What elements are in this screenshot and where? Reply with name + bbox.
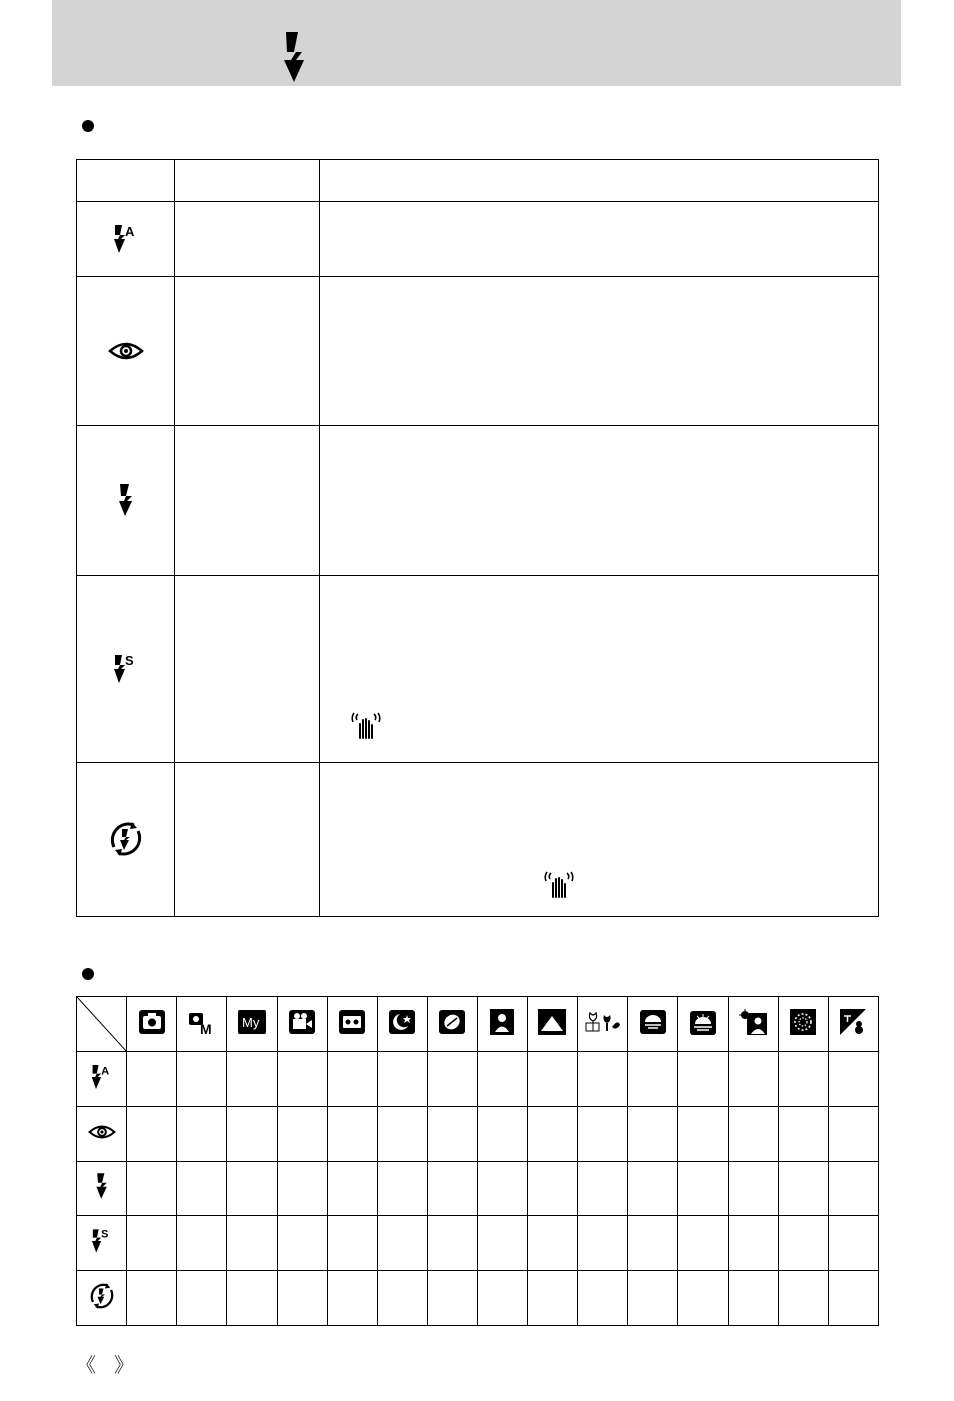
auto-flash-icon <box>90 1062 114 1092</box>
header-bar <box>52 0 901 86</box>
close-up-icon <box>584 1009 622 1035</box>
sports-icon <box>438 1009 466 1035</box>
mode-name <box>175 426 320 575</box>
svg-text:S: S <box>100 1228 108 1241</box>
corner-cell <box>77 997 127 1052</box>
table-row <box>77 1162 879 1216</box>
table-row <box>77 762 879 916</box>
beach-snow-icon <box>839 1008 867 1036</box>
table-row <box>77 1271 879 1326</box>
table-row <box>77 1107 879 1162</box>
camera-shake-icon <box>350 710 382 740</box>
table-header-row <box>77 160 879 202</box>
svg-text:A: A <box>100 1064 109 1077</box>
auto-mode-icon <box>138 1009 166 1035</box>
flash-off-icon <box>106 819 146 859</box>
movie-clip-icon <box>288 1009 316 1035</box>
night-scene-icon <box>388 1009 416 1035</box>
mode-description <box>320 277 879 426</box>
red-eye-reduction-icon <box>88 1124 116 1140</box>
table-row <box>77 426 879 575</box>
backlight-icon <box>738 1008 768 1036</box>
table-row <box>77 202 879 277</box>
table-header-row <box>77 997 879 1052</box>
mode-name <box>175 202 320 277</box>
slow-sync-icon <box>112 651 140 687</box>
fill-in-flash-icon <box>94 1171 110 1201</box>
landscape-icon <box>537 1008 567 1036</box>
table-row <box>77 575 879 762</box>
auto-flash-icon <box>112 223 140 255</box>
flash-modes-table <box>76 159 879 917</box>
voice-recording-icon <box>338 1009 366 1035</box>
myset-mode-icon <box>237 1009 267 1035</box>
svg-text:S: S <box>124 652 134 668</box>
sunset-icon <box>639 1009 667 1035</box>
mode-description <box>320 426 879 575</box>
slow-sync-icon <box>90 1226 114 1256</box>
fill-in-flash-icon <box>116 482 136 518</box>
table-row <box>77 1216 879 1271</box>
flash-off-icon <box>87 1281 117 1311</box>
mode-name <box>175 762 320 916</box>
header-cell <box>320 160 879 202</box>
svg-text:A: A <box>124 224 134 240</box>
header-cell <box>175 160 320 202</box>
diagonal-divider <box>77 997 126 1051</box>
mode-name <box>175 575 320 762</box>
mode-description <box>320 575 879 762</box>
dawn-icon <box>689 1008 717 1036</box>
mode-description <box>320 762 879 916</box>
firework-icon <box>789 1008 817 1036</box>
page-nav-open-bracket: 《 <box>76 1355 96 1377</box>
portrait-icon <box>489 1008 515 1036</box>
manual-mode-icon <box>187 1008 217 1036</box>
mode-description <box>320 202 879 277</box>
table-row <box>77 1052 879 1107</box>
svg-text:M: M <box>199 1020 212 1036</box>
header-cell <box>77 160 175 202</box>
bullet-icon <box>82 120 94 132</box>
page-nav-close-bracket: 》 <box>114 1355 134 1377</box>
svg-text:My: My <box>241 1014 260 1030</box>
flash-icon <box>278 30 312 84</box>
camera-shake-icon <box>543 869 575 899</box>
table-row <box>77 277 879 426</box>
bullet-icon <box>82 968 94 980</box>
mode-name <box>175 277 320 426</box>
flash-availability-table <box>76 996 879 1326</box>
red-eye-reduction-icon <box>108 341 144 361</box>
